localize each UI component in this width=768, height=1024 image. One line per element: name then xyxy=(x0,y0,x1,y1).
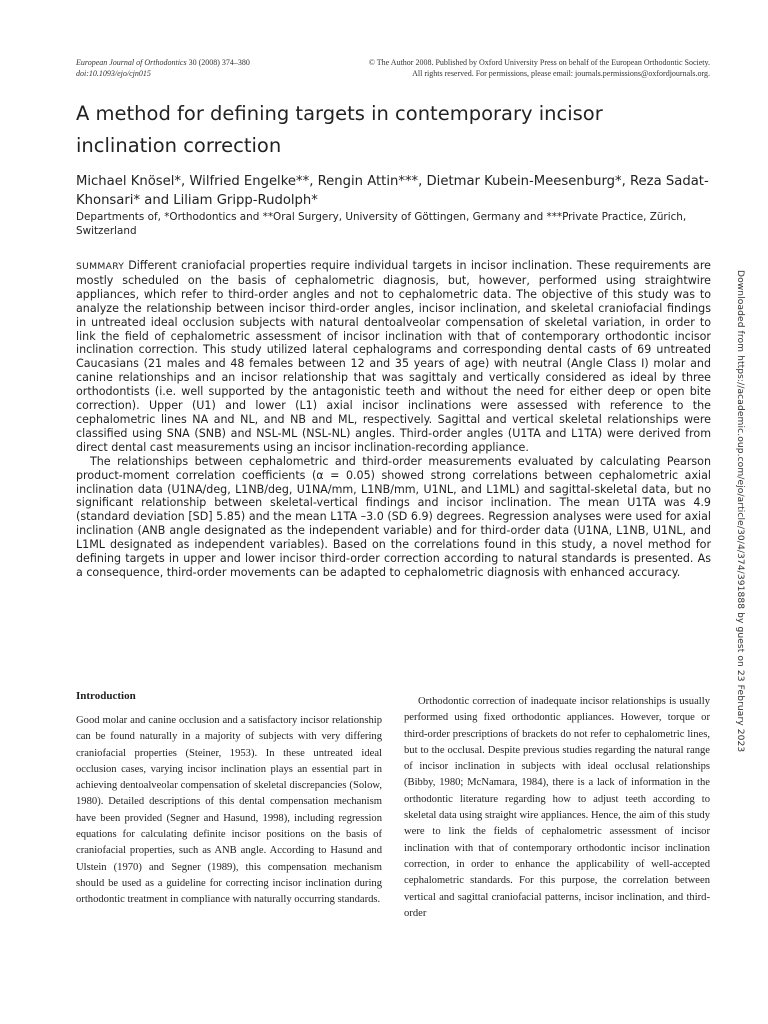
author-list: Michael Knösel*, Wilfried Engelke**, Rengin Attin***, Dietmar Kubein-Meesenburg*, Reza Sadat-Khonsari* and Liliam Gripp-Rudolph* xyxy=(76,174,709,208)
journal-volume: 30 (2008) 374–380 xyxy=(188,58,250,67)
body-column-right xyxy=(404,694,710,922)
article-title: A method for defining targets in contemporary incisor inclination correction xyxy=(76,102,603,157)
abstract-paragraph-1 xyxy=(76,259,711,455)
abstract xyxy=(76,259,711,580)
copyright-line-1: © The Author 2008. Published by Oxford University Press on behalf of the European Orthodontic Society. xyxy=(368,58,710,67)
copyright-notice xyxy=(369,58,710,79)
section-heading-introduction: Introduction xyxy=(76,690,136,702)
journal-name: European Journal of Orthodontics xyxy=(76,58,187,67)
download-watermark xyxy=(735,270,749,790)
intro-paragraph-right: Orthodontic correction of inadequate incisor relationships is usually performed using fixed orthodontic appliances. However, torque or third-order prescriptions of brackets do not refer to cephalometric lines, but to the occlusal. Despite previous studies regarding the natural range of incisor inclination in subjects with ideal occlusal relationships (Bibby, 1980; McNamara, 1984), there is a lack of information in the orthodontic literature regarding how to adjust teeth according to skeletal data using straight wire appliances. Hence, the aim of this study were to link the fields of cephalometric assessment of incisor inclination with that of contemporary orthodontic incisor inclination correction, in order to enhance the applicability of well-accepted cephalometric standards. For this purpose, the correlation between vertical and sagittal craniofacial patterns, incisor inclination, and third-order xyxy=(404,696,710,919)
doi-text: doi:10.1093/ejo/cjn015 xyxy=(76,68,151,78)
download-watermark-text: Downloaded from https://academic.oup.com/ejo/article/30/4/374/391888 by guest on 23 February 2023 xyxy=(735,270,745,753)
abstract-label: SUMMARY xyxy=(76,261,125,272)
abstract-paragraph-2: The relationships between cephalometric and third-order measurements evaluated by calculating Pearson product-moment correlation coefficients (α = 0.05) showed strong correlations between cephalometric axial inclination data (U1NA/deg, L1NB/deg, U1NA/mm, L1NB/mm, U1NL, and L1ML) and sagittal-skeletal data, but no significant relationship between skeletal-vertical findings and incisor inclination. The mean U1TA was 4.9 (standard deviation [SD] 5.85) and the mean L1TA –3.0 (SD 6.9) degrees. Regression analyses were used for axial inclination (ANB angle designated as the independent variable) and for third-order data (U1NA, L1NB, U1NL, and L1ML designated as independent variables). Based on the correlations found in this study, a novel method for defining targets in upper and lower incisor third-order correction according to natural standards is presented. As a consequence, third-order movements can be adapted to cephalometric diagnosis with enhanced accuracy. xyxy=(76,454,711,579)
intro-paragraph-left: Good molar and canine occlusion and a satisfactory incisor relationship can be found naturally in a majority of subjects with very differing craniofacial properties (Steiner, 1953). In these untreated ideal occlusion cases, varying incisor inclination plays an essential part in achieving dentoalveolar compensation of skeletal discrepancies (Solow, 1980). Detailed descriptions of this dental compensation mechanism have been provided (Segner and Hasund, 1998), including regression equations for calculating definite incisor positions on the basis of craniofacial properties, such as ANB angle. According to Hasund and Ulstein (1970) and Segner (1989), this compensation mechanism should be used as a guideline for correcting incisor inclination during orthodontic treatment in compliance with naturally occurring standards. xyxy=(76,715,382,906)
abstract-text-1: Different craniofacial properties require individual targets in incisor inclination. These requirements are mostly scheduled on the basis of cephalometric diagnosis, but, however, performed using straightwire appliances, which refer to third-order angles and not to cephalometric data. The objective of this study was to analyze the relationship between incisor third-order angles, incisor inclination, and skeletal craniofacial findings in untreated ideal occlusion subjects with natural dentoalveolar compensation of skeletal variation, in order to link the field of cephalometric assessment of incisor inclination with that of contemporary orthodontic incisor inclination correction. This study utilized lateral cephalograms and corresponding dental casts of 69 untreated Caucasians (21 males and 48 females between 12 and 35 years of age) with neutral (Angle Class I) molar and canine relationships and an incisor relationship that was sagittaly and vertically considered as ideal by three orthodontists (i.e. well supported by the antagonistic teeth and without the need for either deep or open bite correction). Upper (U1) and lower (L1) axial incisor inclinations were assessed with reference to the cephalometric lines NA and NL, and NB and ML, respectively. Sagittal and vertical skeletal relationships were classified using SNA (SNB) and NSL-ML (NSL-NL) angles. Third-order angles (U1TA and L1TA) were derived from direct dental cast measurements using an incisor inclination-recording appliance. xyxy=(76,259,711,454)
copyright-line-2: All rights reserved. For permissions, please email: journals.permissions@oxfordjournals.org. xyxy=(412,68,710,78)
journal-citation xyxy=(76,58,250,79)
body-column-left xyxy=(76,688,382,909)
affiliations: Departments of, *Orthodontics and **Oral Surgery, University of Göttingen, Germany and ***Private Practice, Zürich, Switzerland xyxy=(76,211,687,237)
